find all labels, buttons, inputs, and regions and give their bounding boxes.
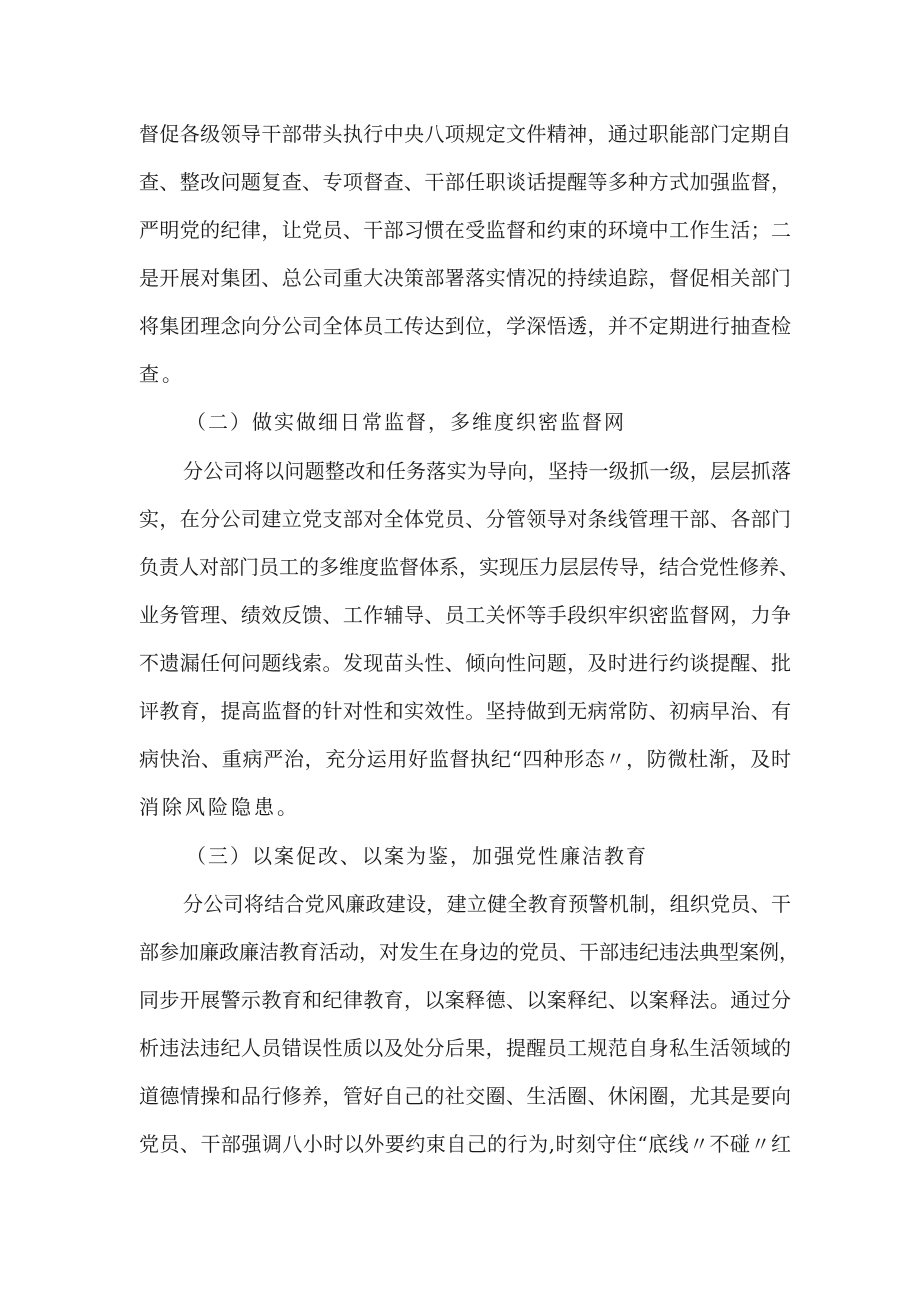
paragraph-line: 负责人对部门员工的多维度监督体系，实现压力层层传导，结合党性修养、 [139, 555, 799, 579]
paragraph-line: 消除风险隐患。 [139, 795, 300, 819]
paragraph-line: 实，在分公司建立党支部对全体党员、分管领导对条线管理干部、各部门 [139, 507, 791, 531]
paragraph-line: 病快治、重病严治，充分运用好监督执纪“四种形态〃，防微杜渐，及时 [139, 747, 791, 771]
paragraph-line: 业务管理、绩效反馈、工作辅导、员工关怀等手段织牢织密监督网，力争 [139, 603, 791, 627]
paragraph-line: 是开展对集团、总公司重大决策部署落实情况的持续追踪，督促相关部门 [139, 266, 791, 290]
paragraph-line: 查。 [139, 362, 185, 386]
paragraph-line: 评教育，提高监督的针对性和实效性。坚持做到无病常防、初病早治、有 [139, 699, 791, 723]
paragraph-line: 部参加廉政廉洁教育活动，对发生在身边的党员、干部违纪违法典型案例， [139, 940, 799, 964]
paragraph-line: 析违法违纪人员错误性质以及处分后果，提醒员工规范自身私生活领域的 [139, 1036, 791, 1060]
paragraph-line: 将集团理念向分公司全体员工传达到位，学深悟透，并不定期进行抽查检 [139, 314, 791, 338]
paragraph-line: 分公司将以问题整改和任务落实为导向，坚持一级抓一级，层层抓落 [183, 459, 791, 483]
paragraph-line: 不遗漏任何问题线索。发现苗头性、倾向性问题，及时进行约谈提醒、批 [139, 651, 791, 675]
paragraph-line: 同步开展警示教育和纪律教育，以案释德、以案释纪、以案释法。通过分 [139, 988, 791, 1012]
paragraph-line: 查、整改问题复查、专项督查、干部任职谈话提醒等多种方式加强监督， [139, 170, 791, 194]
section-heading: （三）以案促改、以案为鉴，加强党性廉洁教育 [186, 844, 648, 868]
paragraph-line: 督促各级领导干部带头执行中央八项规定文件精神，通过职能部门定期自 [139, 122, 791, 146]
paragraph-line: 道德情操和品行修养，管好自己的社交圈、生活圈、休闲圈，尤其是要向 [139, 1084, 791, 1108]
paragraph-line: 严明党的纪律，让党员、干部习惯在受监督和约束的环境中工作生活；二 [139, 218, 791, 242]
paragraph-line: 分公司将结合党风廉政建设，建立健全教育预警机制，组织党员、干 [183, 892, 791, 916]
section-heading: （二）做实做细日常监督，多维度织密监督网 [186, 410, 626, 434]
paragraph-line: 党员、干部强调八小时以外要约束自己的行为,时刻守住“底线〃不碰〃红 [139, 1132, 791, 1156]
